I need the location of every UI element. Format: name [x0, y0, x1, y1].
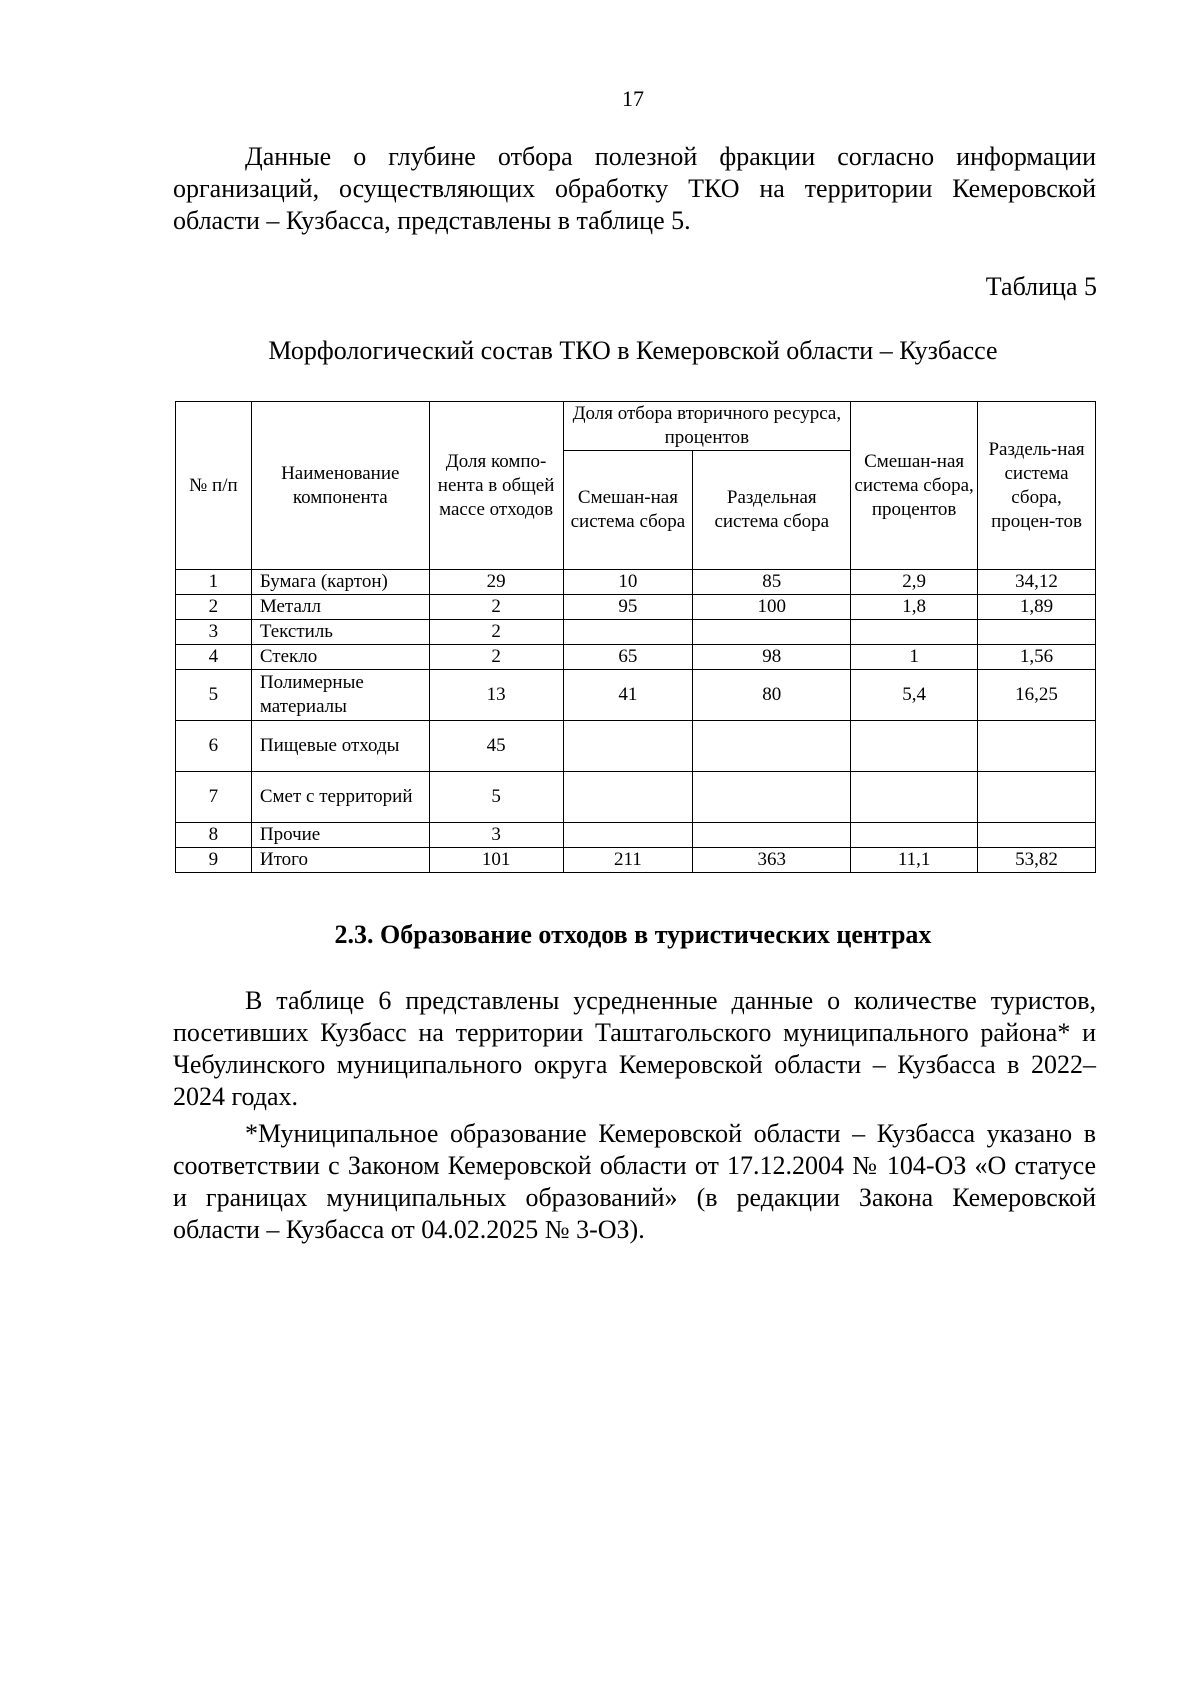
cell-name: Прочие	[251, 823, 429, 848]
cell-mixed	[563, 772, 693, 823]
cell-share: 45	[429, 721, 563, 772]
cell-mixed	[563, 620, 693, 645]
table-row	[176, 772, 1096, 823]
cell-name: Итого	[251, 848, 429, 873]
header-share: Доля компо-нента в общей массе отходов	[429, 402, 563, 570]
cell-separate-pct	[978, 823, 1096, 848]
cell-separate: 363	[693, 848, 851, 873]
cell-mixed-pct	[851, 721, 978, 772]
cell-name: Металл	[251, 595, 429, 620]
table-row	[176, 620, 1096, 645]
cell-name: Пищевые отходы	[251, 721, 429, 772]
section-heading: 2.3. Образование отходов в туристических центрах	[334, 920, 932, 949]
cell-name: Бумага (картон)	[251, 570, 429, 595]
table-row	[176, 570, 1096, 595]
cell-separate	[693, 620, 851, 645]
cell-separate-pct: 1,89	[978, 595, 1096, 620]
cell-share: 29	[429, 570, 563, 595]
cell-mixed: 41	[563, 670, 693, 721]
cell-separate-pct	[978, 772, 1096, 823]
cell-mixed-pct	[851, 620, 978, 645]
cell-mixed-pct: 11,1	[851, 848, 978, 873]
cell-num: 6	[176, 721, 252, 772]
cell-name: Полимерные материалы	[251, 670, 429, 721]
cell-separate-pct	[978, 721, 1096, 772]
header-name: Наименование компонента	[251, 402, 429, 570]
cell-num: 5	[176, 670, 252, 721]
table-label: Таблица 5	[985, 272, 1097, 301]
cell-mixed-pct	[851, 772, 978, 823]
cell-separate	[693, 823, 851, 848]
table-row	[176, 595, 1096, 620]
cell-separate: 98	[693, 645, 851, 670]
cell-separate	[693, 772, 851, 823]
tourism-paragraph	[173, 985, 1096, 1113]
cell-num: 3	[176, 620, 252, 645]
table-caption: Морфологический состав ТКО в Кемеровской области – Кузбассе	[268, 336, 998, 365]
cell-mixed-pct: 5,4	[851, 670, 978, 721]
cell-num: 4	[176, 645, 252, 670]
cell-mixed-pct: 1	[851, 645, 978, 670]
cell-share: 2	[429, 645, 563, 670]
table-row	[176, 645, 1096, 670]
cell-share: 2	[429, 620, 563, 645]
header-separate-collection: Раздельная система сбора	[693, 451, 851, 570]
cell-mixed-pct: 2,9	[851, 570, 978, 595]
table-header-row-1	[176, 402, 1096, 451]
cell-num: 7	[176, 772, 252, 823]
page-number: 17	[622, 86, 644, 111]
cell-mixed: 95	[563, 595, 693, 620]
cell-separate-pct	[978, 620, 1096, 645]
cell-mixed	[563, 721, 693, 772]
cell-name: Смет с территорий	[251, 772, 429, 823]
header-secondary-group: Доля отбора вторичного ресурса, процентов	[563, 402, 851, 451]
cell-num: 1	[176, 570, 252, 595]
cell-separate-pct: 34,12	[978, 570, 1096, 595]
cell-separate: 80	[693, 670, 851, 721]
footnote-paragraph	[173, 1118, 1096, 1246]
header-separate-percent: Раздель-ная система сбора, процен-тов	[978, 402, 1096, 570]
header-num: № п/п	[176, 402, 252, 570]
tourism-paragraph-text: В таблице 6 представлены усредненные данные о количестве туристов, посетивших Кузбасс на территории Таштагольского муниципального района* и Чебулинского муниципального округа Кемеровской области – Кузбасса в 2022–2024 годах.	[173, 986, 1096, 1111]
table-row	[176, 670, 1096, 721]
cell-separate-pct: 53,82	[978, 848, 1096, 873]
header-mixed-percent: Смешан-ная система сбора, процентов	[851, 402, 978, 570]
morphology-table	[175, 401, 1096, 873]
cell-name: Текстиль	[251, 620, 429, 645]
header-mixed-collection: Смешан-ная система сбора	[563, 451, 693, 570]
intro-paragraph	[173, 141, 1096, 237]
cell-separate: 85	[693, 570, 851, 595]
table-row	[176, 721, 1096, 772]
cell-share: 2	[429, 595, 563, 620]
cell-separate	[693, 721, 851, 772]
cell-mixed-pct	[851, 823, 978, 848]
cell-share: 101	[429, 848, 563, 873]
table-row-total	[176, 848, 1096, 873]
cell-share: 3	[429, 823, 563, 848]
table-row	[176, 823, 1096, 848]
cell-mixed: 211	[563, 848, 693, 873]
cell-separate-pct: 1,56	[978, 645, 1096, 670]
intro-paragraph-text: Данные о глубине отбора полезной фракции согласно информации организаций, осуществляющих обработку ТКО на территории Кемеровской области – Кузбасса, представлены в таблице 5.	[173, 142, 1096, 235]
cell-mixed: 10	[563, 570, 693, 595]
cell-separate-pct: 16,25	[978, 670, 1096, 721]
footnote-paragraph-text: *Муниципальное образование Кемеровской области – Кузбасса указано в соответствии с Законом Кемеровской области от 17.12.2004 № 104-ОЗ «О статусе и границах муниципальных образований» (в редакции Закона Кемеровской области – Кузбасса от 04.02.2025 № 3-ОЗ).	[173, 1119, 1096, 1244]
cell-mixed: 65	[563, 645, 693, 670]
cell-num: 9	[176, 848, 252, 873]
cell-share: 5	[429, 772, 563, 823]
cell-num: 8	[176, 823, 252, 848]
cell-mixed-pct: 1,8	[851, 595, 978, 620]
cell-separate: 100	[693, 595, 851, 620]
cell-name: Стекло	[251, 645, 429, 670]
cell-share: 13	[429, 670, 563, 721]
cell-num: 2	[176, 595, 252, 620]
cell-mixed	[563, 823, 693, 848]
